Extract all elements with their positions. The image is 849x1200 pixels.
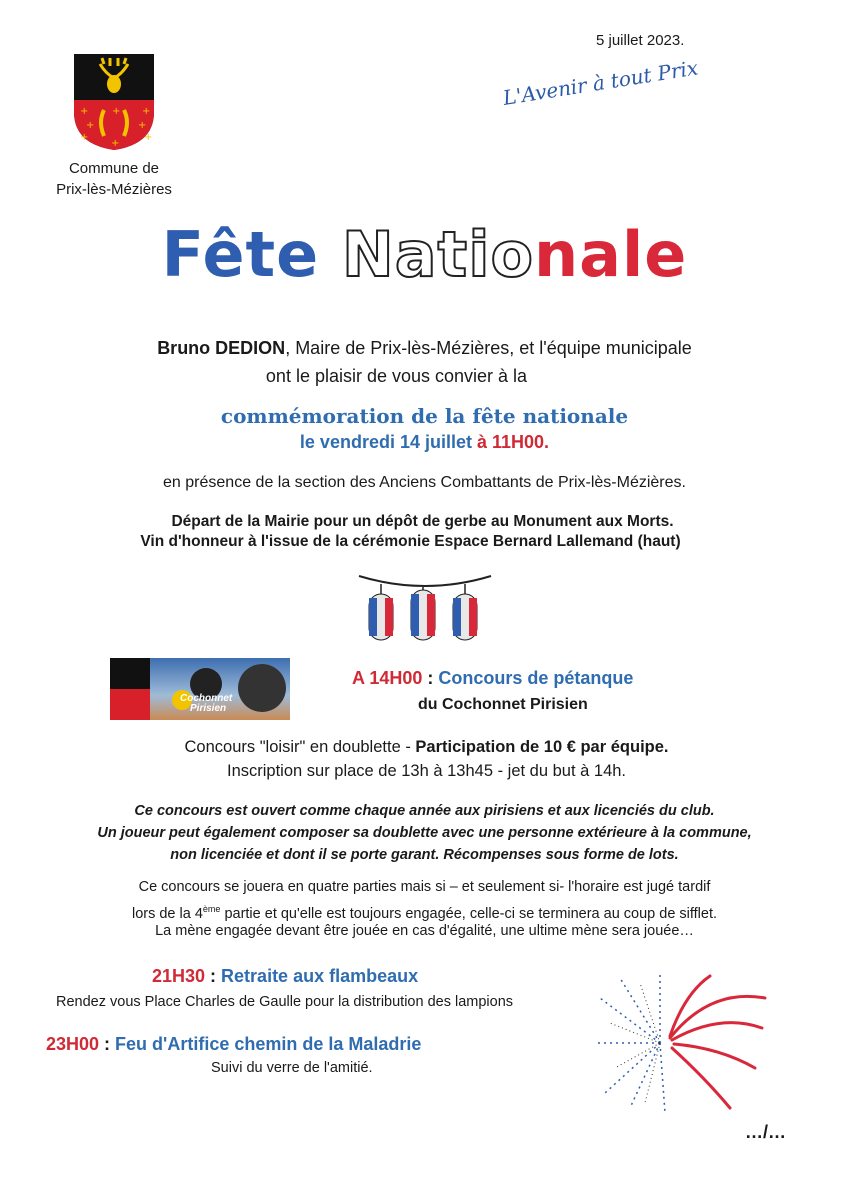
petanque-format: Concours "loisir" en doublette - [184,738,416,756]
mayor-title: , Maire de Prix-lès-Mézières, et l'équipe municipale [285,338,692,358]
title-part-blue: Fête [161,218,342,291]
feu-time: 23H00 [46,1034,100,1054]
motto: L'Avenir à tout Prix [501,55,700,110]
continuation-mark: …/… [745,1122,787,1142]
event-date [0,432,849,453]
petanque-rule-3: La mène engagée devant être jouée en cas d'égalité, une ultime mène sera jouée… [155,923,694,939]
title-part-white: Natio [341,218,535,291]
svg-text:+: + [111,138,120,149]
commune-line-1: Commune de [68,160,160,177]
event-date-time: à 11H00. [477,432,550,452]
petanque-title: Concours de pétanque [438,668,634,688]
retraite-time: 21H30 [152,966,206,986]
fireworks-icon [590,968,770,1118]
svg-text:+: + [142,106,151,117]
feu-heading [46,1034,421,1055]
petanque-sep: : [422,668,439,688]
logo-text-1: Cochonnet [180,693,233,704]
petanque-line-1 [2,738,849,757]
mayor-name: Bruno DEDION [157,338,286,358]
title-part-red: nale [534,218,688,291]
feu-desc: Suivi du verre de l'amitié. [211,1060,373,1076]
petanque-rule-1: Ce concours se jouera en quatre parties mais si – et seulement si- l'horaire est jugé tardif [138,879,711,895]
logo-text-2: Pirisien [190,703,227,714]
petanque-rule-2b: partie et qu'elle est toujours engagée, celle-ci se terminera au coup de sifflet. [220,905,718,922]
feu-title: Feu d'Artifice chemin de la Maladrie [115,1034,422,1054]
petanque-italic-3: non licenciée et dont il se porte garant. Récompenses sous forme de lots. [170,847,679,863]
petanque-rule-2-sup: ème [202,904,221,914]
commune-line-2: Prix-lès-Mézières [56,181,172,198]
event-date-day: le vendredi 14 juillet [299,432,477,452]
petanque-time: A 14H00 [352,668,423,688]
retraite-sep: : [205,966,222,986]
retraite-desc: Rendez vous Place Charles de Gaulle pour la distribution des lampions [56,994,514,1010]
svg-text:+: + [138,120,147,131]
petanque-club-logo [110,658,290,720]
coat-of-arms-icon [70,52,158,152]
feu-sep: : [99,1034,116,1054]
lanterns-icon [355,568,495,648]
petanque-italic-2: Un joueur peut également composer sa doublette avec une personne extérieure à la commune, [97,825,752,841]
petanque-subtitle: du Cochonnet Pirisien [418,696,588,713]
svg-text:+: + [80,106,89,117]
commune-name [40,158,188,200]
presence-line: en présence de la section des Anciens Combattants de Prix-lès-Mézières. [163,474,686,491]
svg-text:+: + [112,106,121,117]
svg-text:+: + [144,132,153,143]
svg-text:+: + [86,120,95,131]
depart-line: Départ de la Mairie pour un dépôt de gerbe au Monument aux Morts. [171,513,674,530]
petanque-heading [352,668,633,689]
retraite-heading [152,966,418,987]
page-title [0,218,849,291]
petanque-fee: Participation de 10 € par équipe. [415,738,669,756]
document-date: 5 juillet 2023. [596,32,685,49]
invitation-line-1 [0,336,849,360]
invitation-line-2: ont le plaisir de vous convier à la [265,366,528,386]
retraite-title: Retraite aux flambeaux [221,966,419,986]
petanque-line-2: Inscription sur place de 13h à 13h45 - jet du but à 14h. [226,762,627,780]
vin-line: Vin d'honneur à l'issue de la cérémonie Espace Bernard Lallemand (haut) [140,533,681,550]
event-name: commémoration de la fête nationale [220,404,629,428]
svg-text:+: + [80,132,89,143]
petanque-rule-2a: lors de la 4 [131,905,203,922]
petanque-italic-1: Ce concours est ouvert comme chaque année aux pirisiens et aux licenciés du club. [134,803,715,819]
